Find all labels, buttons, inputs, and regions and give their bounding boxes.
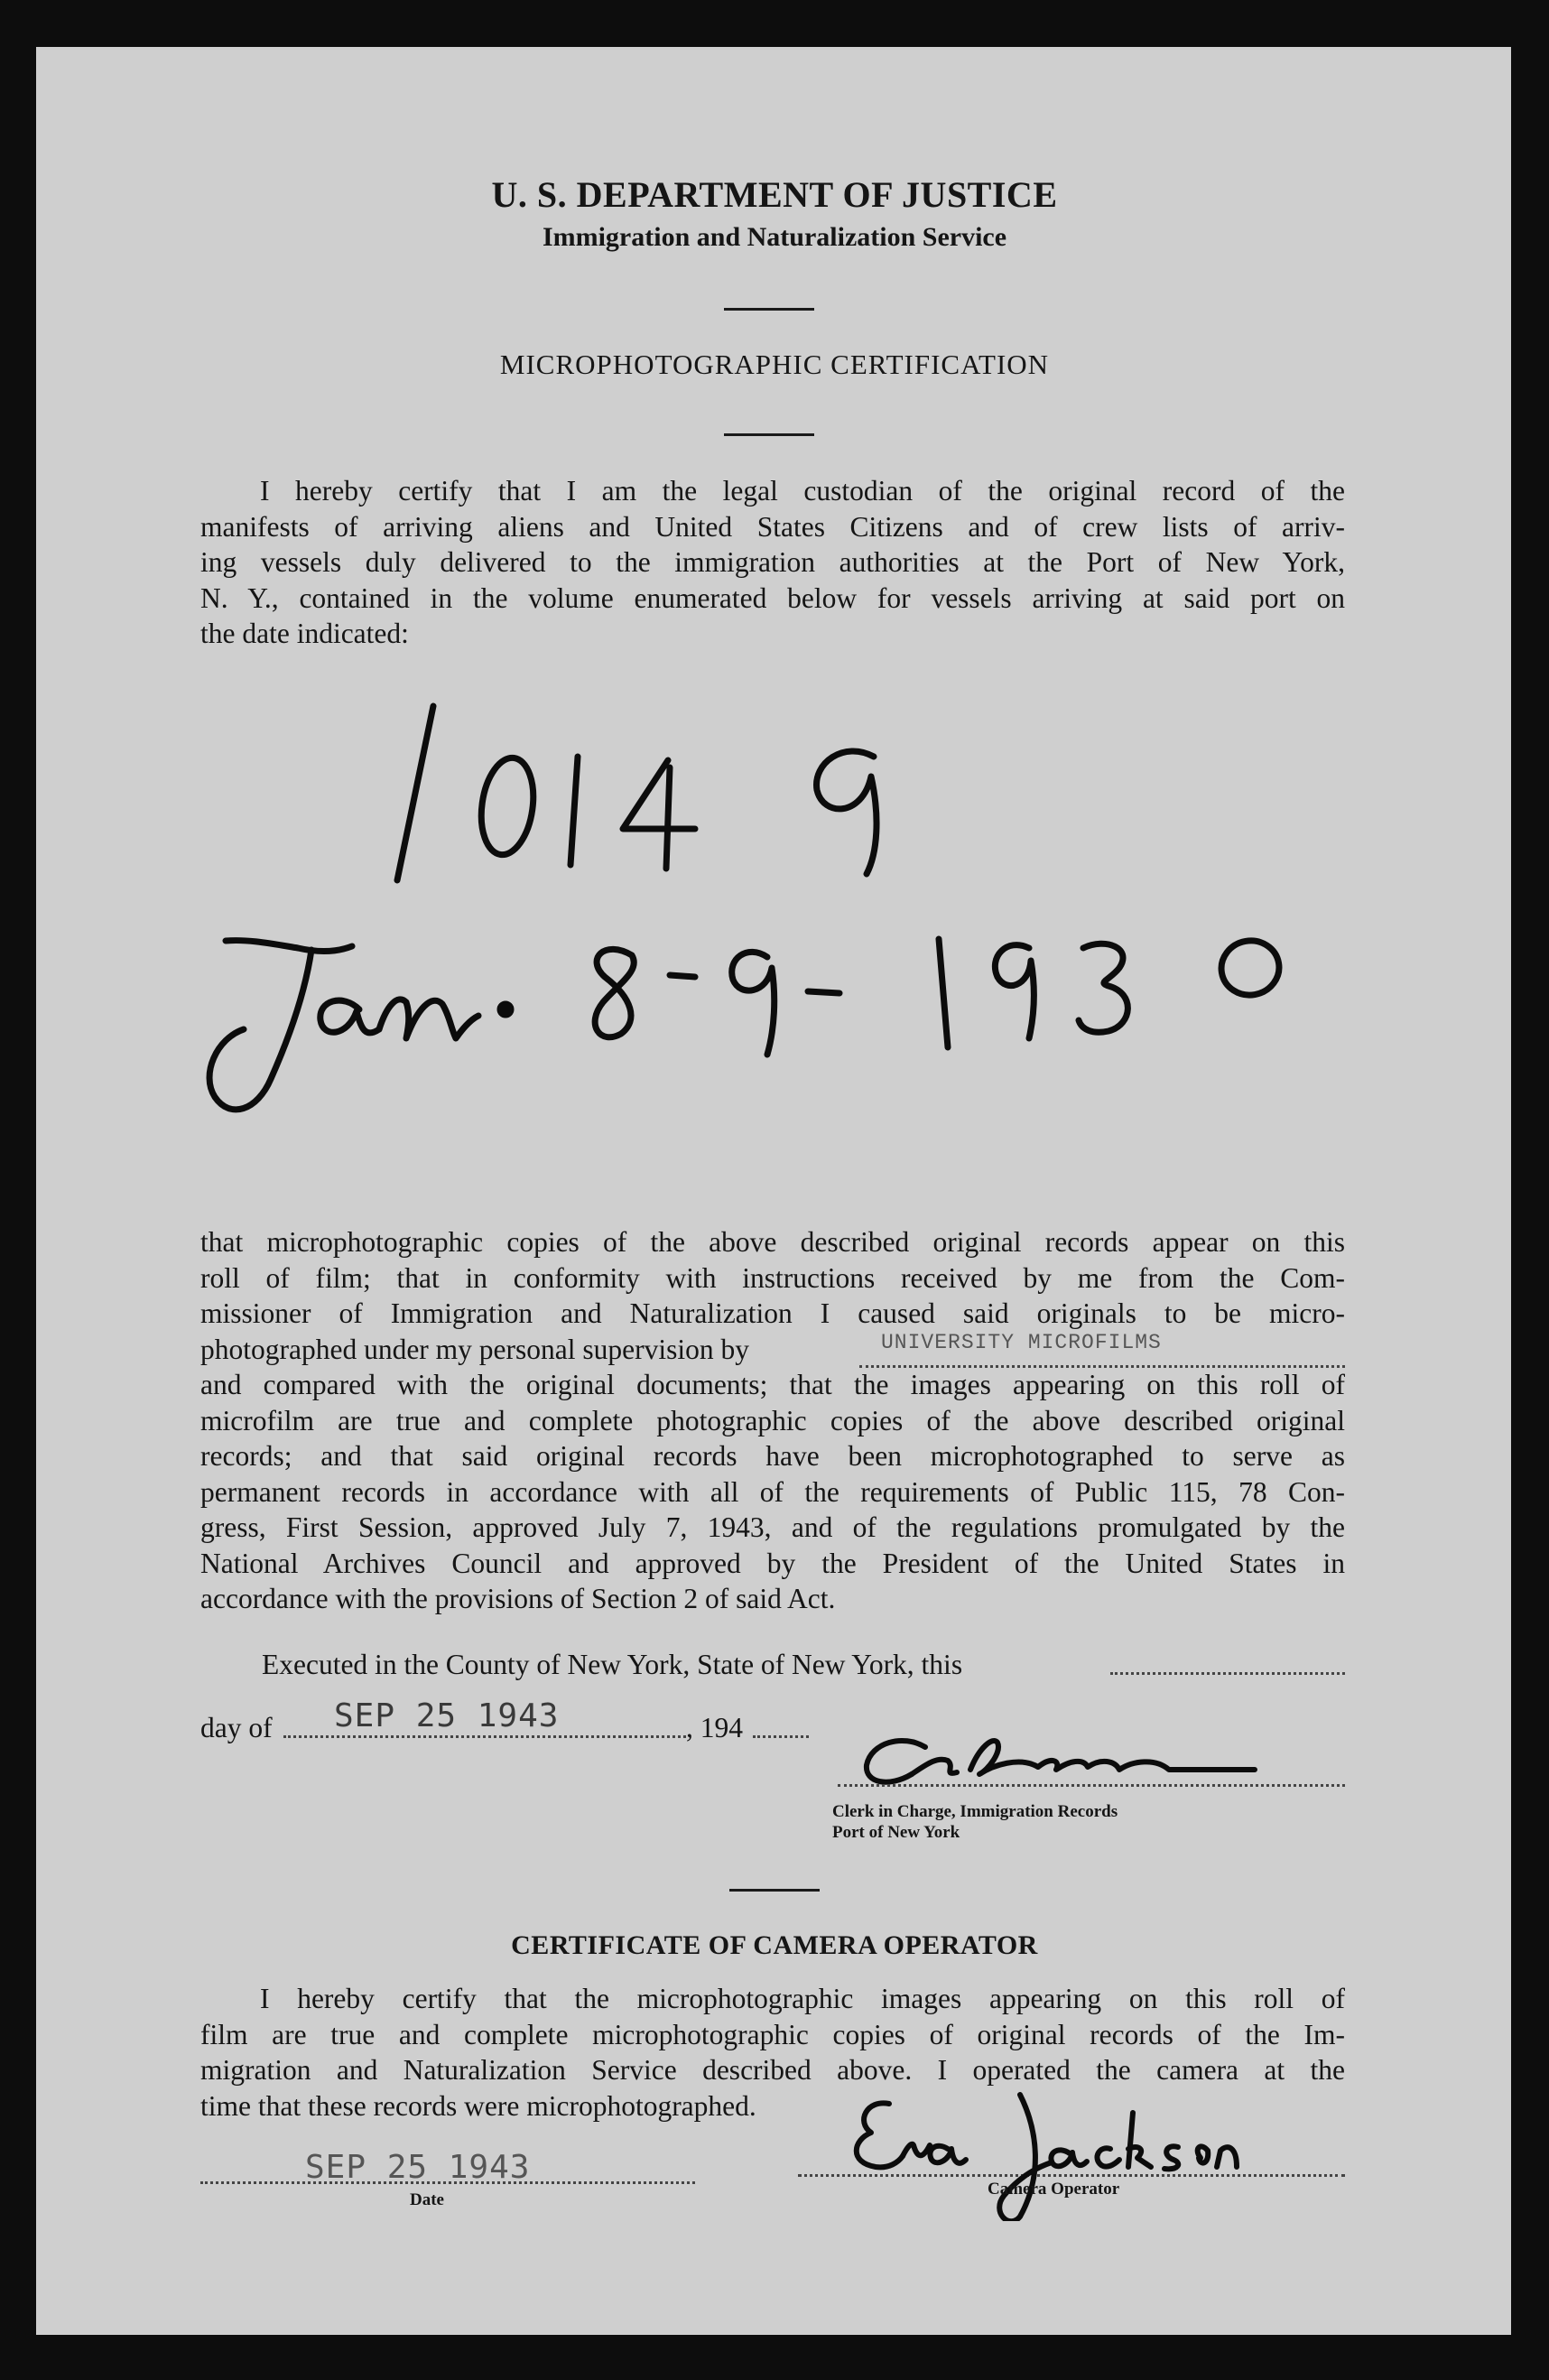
certification-title: MICROPHOTOGRAPHIC CERTIFICATION xyxy=(499,349,1050,380)
executed-date-stamp: SEP 25 1943 xyxy=(334,1697,560,1734)
executed-dotted-line xyxy=(1110,1672,1345,1675)
body-line: that microphotographic copies of the above described original records appear on this xyxy=(200,1226,1345,1258)
camera-line: film are true and complete microphotographic copies of original records of the Im- xyxy=(200,2018,1345,2050)
date-label: Date xyxy=(410,2190,444,2209)
camera-line: time that these records were microphotographed. xyxy=(200,2089,756,2122)
executed-line: Executed in the County of New York, State of New York, this xyxy=(262,1649,963,1680)
intro-line: N. Y., contained in the volume enumerated below for vessels arriving at said port on xyxy=(200,581,1345,614)
department-heading: U. S. DEPARTMENT OF JUSTICE xyxy=(491,174,1058,215)
body-line: and compared with the original documents; that the images appearing on this roll of xyxy=(200,1369,1345,1400)
clerk-title: Clerk in Charge, Immigration Records xyxy=(832,1802,1118,1821)
clerk-dotted-line xyxy=(838,1784,1345,1787)
intro-line: I hereby certify that I am the legal custodian of the original record of the xyxy=(260,475,1345,507)
clerk-signature xyxy=(812,1720,1354,1801)
body-line: missioner of Immigration and Naturalization I caused said originals to be micro- xyxy=(200,1297,1345,1329)
body-paragraph xyxy=(200,1224,1345,1617)
day-of-label: day of xyxy=(200,1712,273,1743)
day-of-dotted-line xyxy=(283,1735,686,1738)
body-line: accordance with the provisions of Section 2 of said Act. xyxy=(200,1583,836,1614)
camera-line: I hereby certify that the microphotographic images appearing on this roll of xyxy=(260,1983,1345,2014)
supervisor-dotted-line xyxy=(859,1365,1345,1368)
clerk-office: Port of New York xyxy=(832,1823,960,1842)
body-line: microfilm are true and complete photographic copies of the above described original xyxy=(200,1404,1345,1436)
intro-line: manifests of arriving aliens and United States Citizens and of crew lists of arriv- xyxy=(200,510,1345,543)
body-line: permanent records in accordance with all of the requirements of Public 115, 78 Con- xyxy=(200,1475,1345,1508)
handwritten-volume-number xyxy=(397,706,877,880)
operator-signature xyxy=(839,2077,1273,2221)
body-line: records; and that said original records have been microphotographed to serve as xyxy=(200,1440,1345,1472)
camera-line: migration and Naturalization Service described above. I operated the camera at the xyxy=(200,2054,1345,2086)
body-line: National Archives Council and approved by the President of the United States in xyxy=(200,1547,1345,1579)
body-line: gress, First Session, approved July 7, 1943, and of the regulations promulgated by the xyxy=(200,1511,1345,1543)
intro-line: the date indicated: xyxy=(200,618,409,649)
camera-operator-label: Camera Operator xyxy=(988,2180,1120,2199)
body-line: photographed under my personal supervision by xyxy=(200,1333,750,1365)
camera-date-stamp: SEP 25 1943 xyxy=(305,2149,531,2186)
supervisor-typed-name: UNIVERSITY MICROFILMS xyxy=(881,1331,1162,1354)
year-dotted-line xyxy=(753,1735,809,1738)
intro-line: ing vessels duly delivered to the immigration authorities at the Port of New York, xyxy=(200,546,1345,578)
camera-certificate-title: CERTIFICATE OF CAMERA OPERATOR xyxy=(511,1930,1038,1960)
body-line: roll of film; that in conformity with instructions received by me from the Com- xyxy=(200,1261,1345,1294)
divider xyxy=(729,1889,820,1892)
handwritten-date xyxy=(209,936,1284,1110)
service-subheading: Immigration and Naturalization Service xyxy=(542,222,1007,252)
year-prefix: , 194 xyxy=(686,1712,743,1743)
